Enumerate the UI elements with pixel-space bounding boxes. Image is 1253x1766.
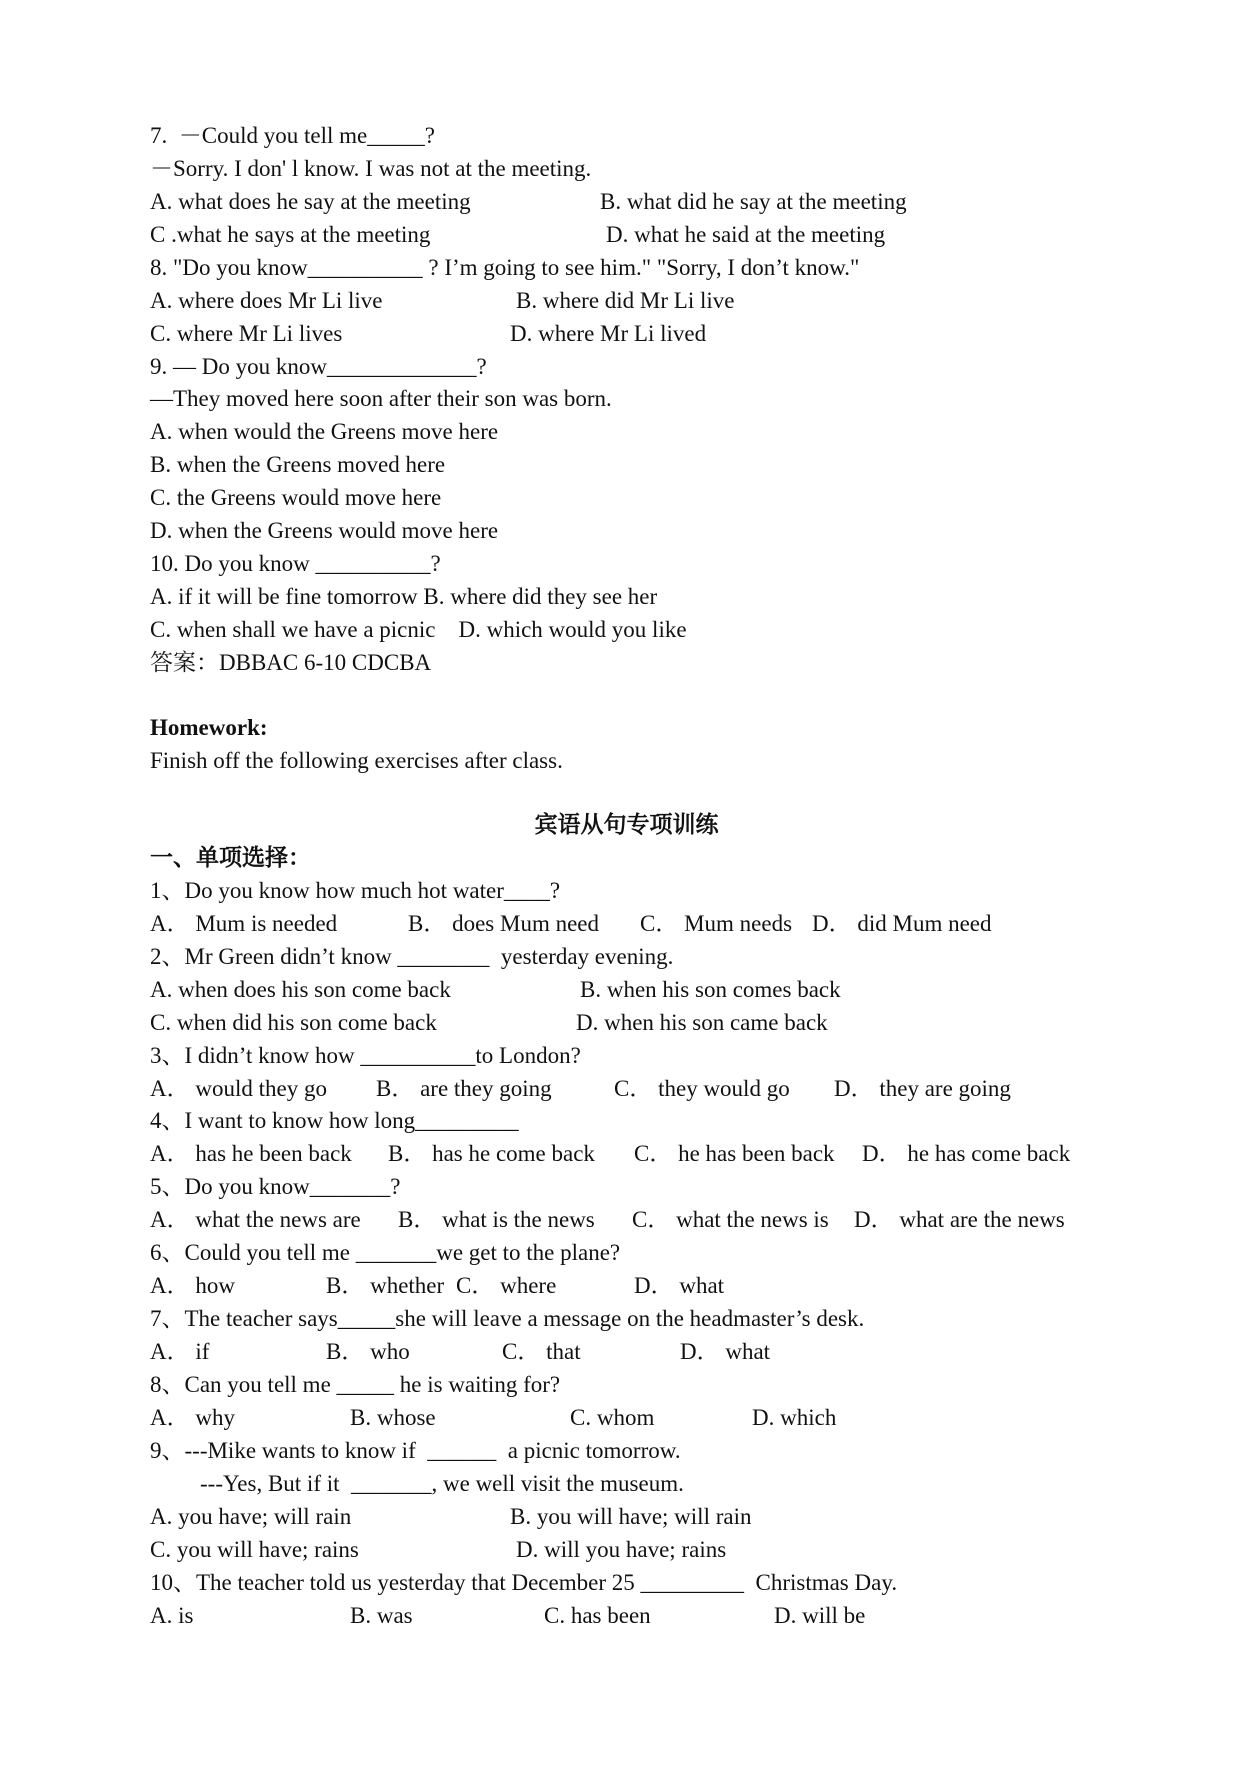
training-q8-option-a: A． why [150, 1405, 235, 1430]
training-q2-option-a: A. when does his son come back [150, 977, 451, 1002]
training-q1-stem: 1、Do you know how much hot water____? [150, 878, 561, 903]
training-q4-option-a: A． has he been back [150, 1141, 352, 1166]
answer-key: 答案：DBBAC 6-10 CDCBA [150, 650, 432, 675]
training-q2-option-d: D. when his son came back [576, 1010, 828, 1035]
training-q7-option-d: D． what [680, 1339, 771, 1364]
training-q4-option-d: D． he has come back [862, 1141, 1071, 1166]
training-q7-option-c: C． that [502, 1339, 581, 1364]
training-q9-option-b: B. you will have; will rain [510, 1504, 752, 1529]
training-q1-option-c: C． Mum needs [640, 911, 793, 936]
training-q9-stem: 9、---Mike wants to know if ______ a picnic tomorrow. [150, 1438, 681, 1463]
question-8-option-d: D. where Mr Li lived [510, 321, 707, 346]
training-q5-option-b: B． what is the news [398, 1207, 595, 1232]
training-q3-option-b: B． are they going [376, 1076, 552, 1101]
training-q2-option-b: B. when his son comes back [580, 977, 841, 1002]
question-8-option-b: B. where did Mr Li live [516, 288, 735, 313]
question-9-option-c: C. the Greens would move here [150, 485, 442, 510]
training-q10-option-d: D. will be [774, 1603, 866, 1628]
training-q1-option-b: B． does Mum need [408, 911, 600, 936]
question-7-reply: －Sorry. I don' l know. I was not at the meeting. [150, 156, 592, 181]
question-7-option-d: D. what he said at the meeting [606, 222, 886, 247]
training-title: 宾语从句专项训练 [534, 812, 719, 837]
training-q5-option-c: C． what the news is [632, 1207, 829, 1232]
training-q8-option-b: B. whose [350, 1405, 436, 1430]
training-q4-stem: 4、I want to know how long_________ [150, 1108, 519, 1133]
question-7-option-c: C .what he says at the meeting [150, 222, 431, 247]
training-q8-stem: 8、Can you tell me _____ he is waiting for? [150, 1372, 561, 1397]
training-q6-option-a: A． how [150, 1273, 235, 1298]
training-q6-option-b: B． whether [326, 1273, 445, 1298]
training-q3-option-d: D． they are going [834, 1076, 1011, 1101]
training-q3-option-a: A． would they go [150, 1076, 327, 1101]
training-q10-stem: 10、The teacher told us yesterday that December 25 _________ Christmas Day. [150, 1570, 898, 1595]
training-q7-option-a: A． if [150, 1339, 210, 1364]
training-q1-option-d: D． did Mum need [812, 911, 992, 936]
training-q4-option-c: C． he has been back [634, 1141, 835, 1166]
question-9-option-a: A. when would the Greens move here [150, 419, 499, 444]
training-q4-option-b: B． has he come back [388, 1141, 595, 1166]
training-q6-option-d: D． what [634, 1273, 725, 1298]
training-q3-stem: 3、I didn’t know how __________to London? [150, 1043, 581, 1068]
training-q5-option-a: A． what the news are [150, 1207, 361, 1232]
question-10-options-ab: A. if it will be fine tomorrow B. where did they see her [150, 584, 658, 609]
training-q5-stem: 5、Do you know_______? [150, 1174, 401, 1199]
training-q9-option-d: D. will you have; rains [516, 1537, 727, 1562]
training-q8-option-d: D. which [752, 1405, 837, 1430]
training-q8-option-c: C. whom [570, 1405, 655, 1430]
training-q10-option-b: B. was [350, 1603, 413, 1628]
homework-heading: Homework: [150, 715, 268, 740]
question-8-stem: 8. "Do you know__________ ? I’m going to see him." "Sorry, I don’t know." [150, 255, 860, 280]
question-7-option-b: B. what did he say at the meeting [600, 189, 907, 214]
training-q7-option-b: B． who [326, 1339, 410, 1364]
training-q6-option-c: C． where [456, 1273, 557, 1298]
question-7-option-a: A. what does he say at the meeting [150, 189, 471, 214]
section-heading: 一、单项选择： [150, 845, 311, 870]
training-q9-reply: ---Yes, But if it _______, we well visit the museum. [200, 1471, 684, 1496]
training-q10-option-a: A. is [150, 1603, 194, 1628]
training-q2-stem: 2、Mr Green didn’t know ________ yesterday evening. [150, 944, 674, 969]
training-q7-stem: 7、The teacher says_____she will leave a message on the headmaster’s desk. [150, 1306, 865, 1331]
question-7-stem: 7. －Could you tell me_____? [150, 123, 435, 148]
question-10-stem: 10. Do you know __________? [150, 551, 441, 576]
question-9-reply: —They moved here soon after their son was born. [150, 386, 612, 411]
training-q1-option-a: A． Mum is needed [150, 911, 338, 936]
training-q9-option-c: C. you will have; rains [150, 1537, 359, 1562]
question-10-options-cd: C. when shall we have a picnic D. which would you like [150, 617, 687, 642]
training-q2-option-c: C. when did his son come back [150, 1010, 437, 1035]
homework-text: Finish off the following exercises after class. [150, 748, 563, 773]
training-q9-option-a: A. you have; will rain [150, 1504, 352, 1529]
training-q6-stem: 6、Could you tell me _______we get to the plane? [150, 1240, 621, 1265]
question-9-option-b: B. when the Greens moved here [150, 452, 446, 477]
question-9-stem: 9. — Do you know_____________? [150, 354, 487, 379]
question-8-option-c: C. where Mr Li lives [150, 321, 343, 346]
question-9-option-d: D. when the Greens would move here [150, 518, 499, 543]
question-8-option-a: A. where does Mr Li live [150, 288, 383, 313]
training-q10-option-c: C. has been [544, 1603, 651, 1628]
training-q5-option-d: D． what are the news [854, 1207, 1065, 1232]
training-q3-option-c: C． they would go [614, 1076, 790, 1101]
